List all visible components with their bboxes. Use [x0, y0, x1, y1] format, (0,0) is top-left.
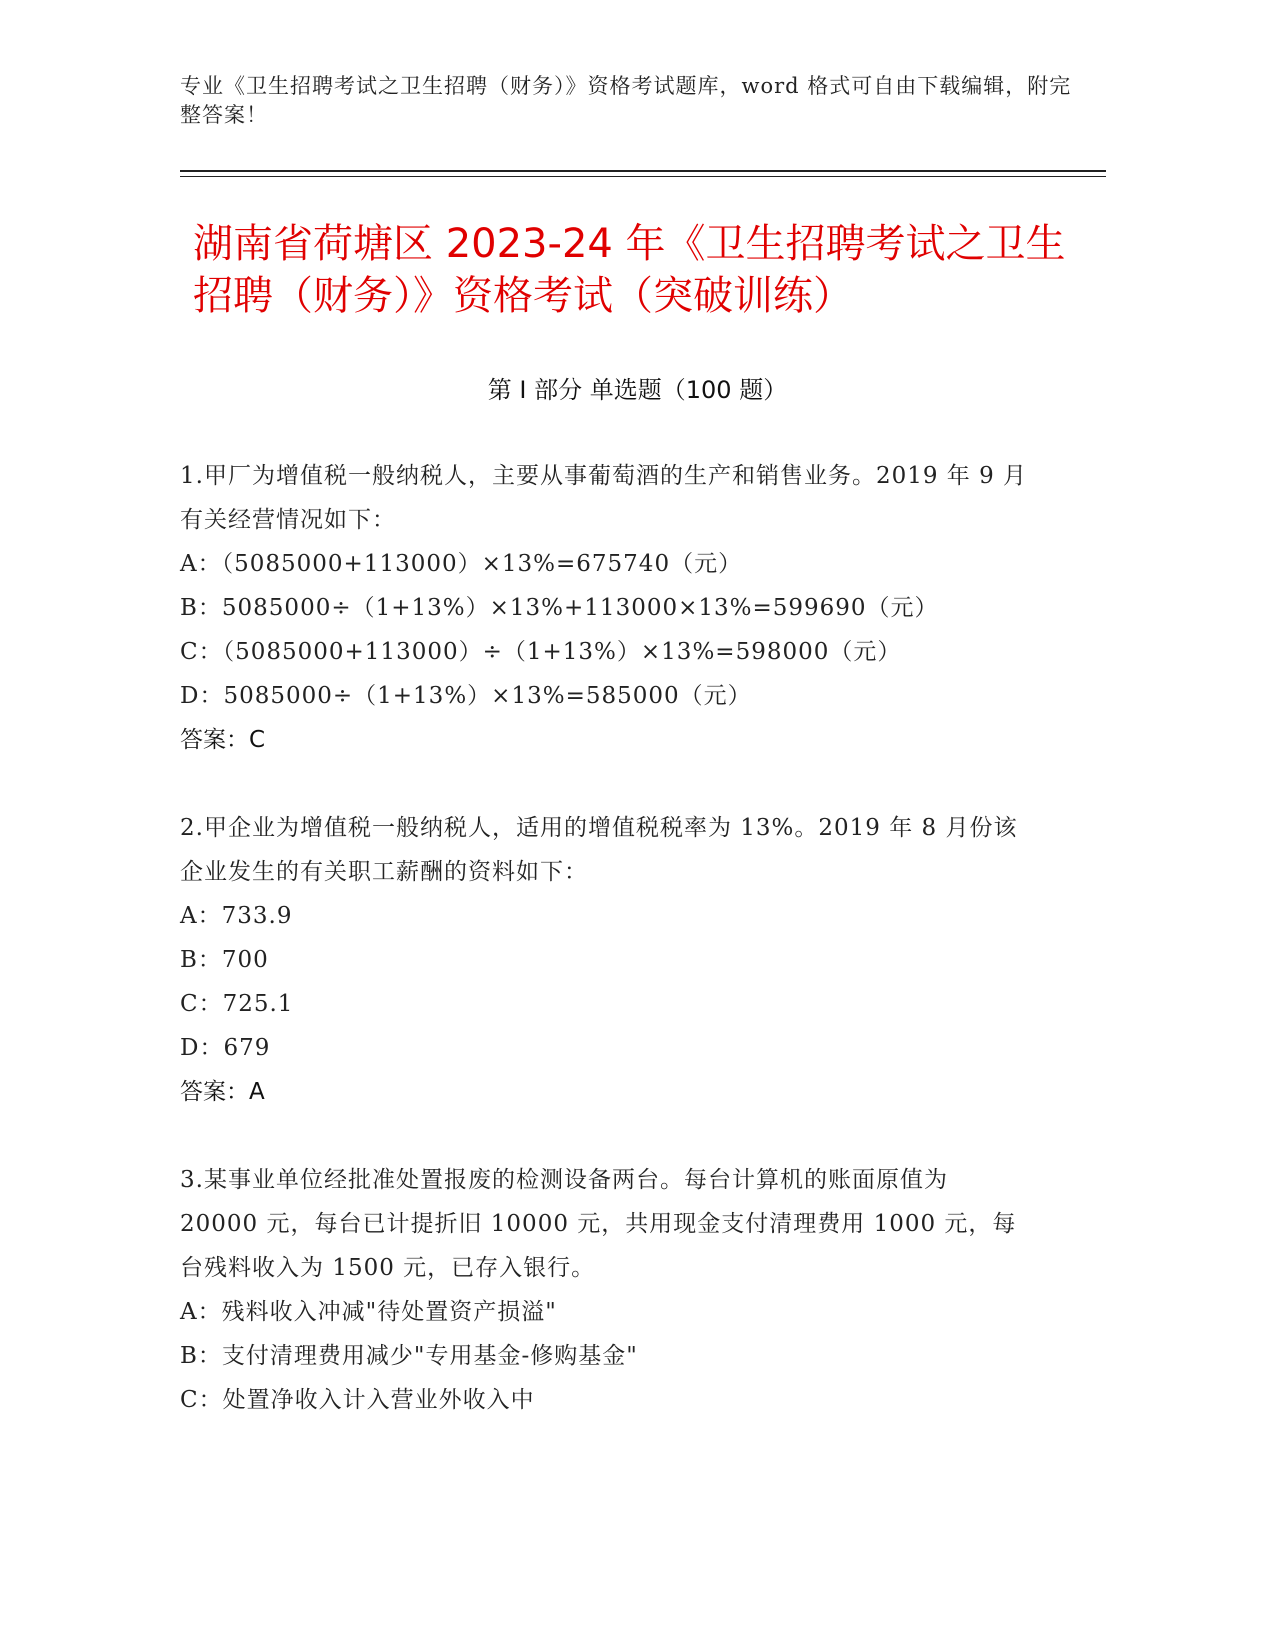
answer-label: 答案：C [180, 727, 266, 753]
option-b: B：支付清理费用减少"专用基金-修购基金" [180, 1343, 638, 1369]
option-c: C：（5085000+113000）÷（1+13%）×13%=598000（元） [180, 639, 902, 665]
header-note: 专业《卫生招聘考试之卫生招聘（财务）》资格考试题库，word 格式可自由下载编辑，附完整答案！ [180, 74, 1072, 127]
question-stem: 1.甲厂为增值税一般纳税人，主要从事葡萄酒的生产和销售业务。2019 年 9 月有关经营情况如下： [180, 463, 1028, 533]
question-stem: 2.甲企业为增值税一般纳税人，适用的增值税税率为 13%。2019 年 8 月份该企业发生的有关职工薪酬的资料如下： [180, 815, 1018, 885]
option-a: A：733.9 [180, 903, 293, 929]
document-title: 湖南省荷塘区 2023-24 年《卫生招聘考试之卫生招聘（财务）》资格考试（突破训练） [193, 221, 1066, 319]
header-divider-thin [180, 176, 1106, 177]
question-3 [180, 1158, 1030, 1422]
question-2 [180, 806, 1030, 1114]
section-heading: 第 I 部分 单选题（100 题） [487, 376, 788, 404]
option-c: C：处置净收入计入营业外收入中 [180, 1387, 535, 1413]
option-c: C：725.1 [180, 991, 294, 1017]
option-b: B：700 [180, 947, 269, 973]
option-a: A：（5085000+113000）×13%=675740（元） [180, 551, 743, 577]
option-d: D：679 [180, 1035, 271, 1061]
answer-label: 答案：A [180, 1079, 265, 1105]
question-1 [180, 454, 1030, 762]
question-stem: 3.某事业单位经批准处置报废的检测设备两台。每台计算机的账面原值为 20000 元，每台已计提折旧 10000 元，共用现金支付清理费用 1000 元，每台残料收入为 1500 元，已存入银行。 [180, 1167, 1017, 1281]
question-list [180, 454, 1030, 1466]
option-d: D：5085000÷（1+13%）×13%=585000（元） [180, 683, 752, 709]
header-divider-thick [180, 170, 1106, 172]
option-b: B：5085000÷（1+13%）×13%+113000×13%=599690（元） [180, 595, 939, 621]
option-a: A：残料收入冲减"待处置资产损溢" [180, 1299, 557, 1325]
